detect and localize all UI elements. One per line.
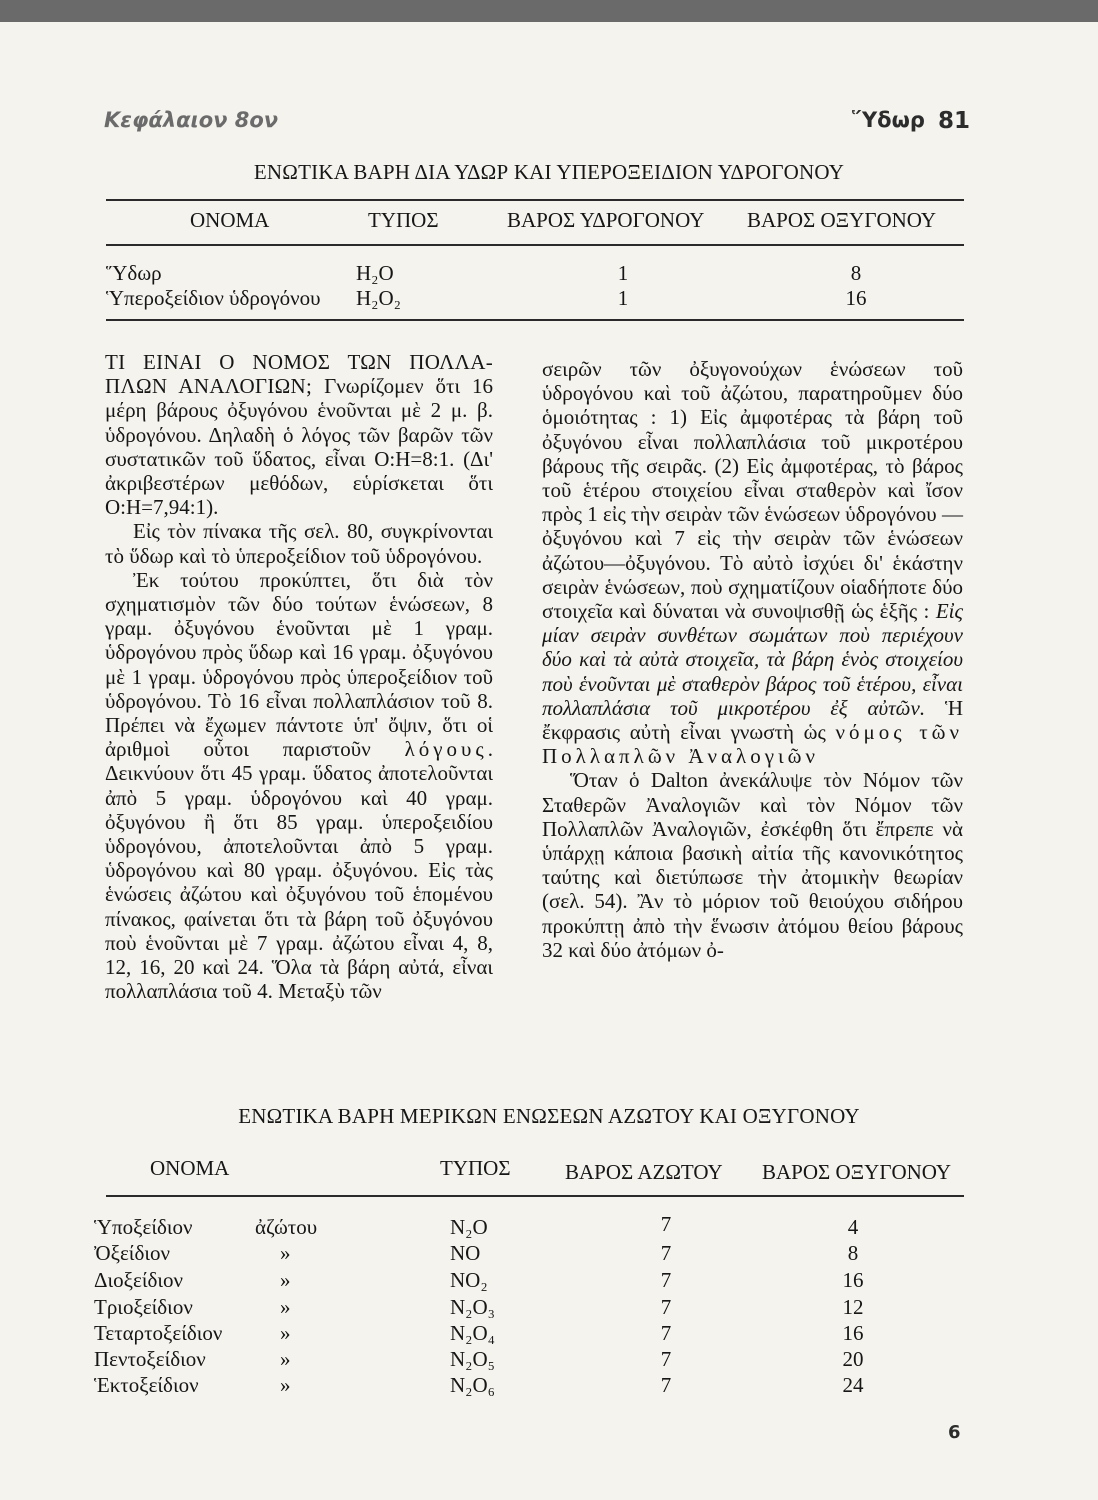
row-name: Τεταρτοξείδιον	[94, 1321, 223, 1345]
row-name: Ὑποξείδιον	[94, 1215, 193, 1239]
paragraph-text: Ἐκ τούτου προκύπτει, ὅτι διὰ τὸν σχηματισμὸν τῶν δύο τούτων ἑνώσεων, 8 γραμ. ὀξυγόνου ἑνοῦνται μὲ 1 γραμ. ὑδρογόνου πρὸς ὕδωρ καὶ 16 γραμ. ὀξυγόνου μὲ 1 γραμ. ὑδρογόνου πρὸς ὑπεροξείδιον τοῦ ὑδρογόνου. Τὸ 16 εἶναι πολλαπλάσιον τοῦ 8. Πρέπει νὰ ἔχωμεν πάντοτε ὑπ' ὄψιν, ὅτι οἱ ἀριθμοὶ οὗτοι παριστοῦν	[105, 567, 493, 762]
row-nitrogen: 7	[660, 1373, 672, 1397]
row-hydrogen: 1	[617, 286, 629, 310]
law-statement: Εἰς μίαν σειρὰν συνθέτων σωμάτων ποὺ περιέχουν δύο καὶ τὰ αὐτὰ στοιχεῖα, τὰ βάρη ἑνὸς στοιχείου ποὺ ἑνοῦνται μὲ σταθερὸν βάρος τοῦ ἑτέρου, εἶναι πολλαπλάσια τοῦ μικροτέρου ἐξ αὐτῶν.	[542, 599, 963, 720]
table1-bottom-rule	[106, 319, 964, 321]
row-formula: NO₂	[450, 1268, 488, 1292]
body-right-column	[542, 357, 963, 962]
row-name: Τριοξείδιον	[94, 1295, 193, 1319]
row-oxygen: 16	[842, 1321, 864, 1345]
row-modifier: »	[280, 1241, 291, 1265]
row-nitrogen: 7	[660, 1321, 672, 1345]
row-nitrogen: 7	[660, 1268, 672, 1292]
row-modifier: »	[280, 1347, 291, 1371]
row-formula: N₂O₃	[450, 1295, 495, 1319]
table1-header-rule	[106, 244, 964, 246]
row-formula: N₂O₆	[450, 1373, 495, 1397]
table1-title: ΕΝΩΤΙΚΑ ΒΑΡΗ ΔΙΑ ΥΔΩΡ ΚΑΙ ΥΠΕΡΟΞΕΙΔΙΟΝ ΥΔΡΟΓΟΝΟΥ	[253, 160, 845, 184]
row-modifier: ἀζώτου	[255, 1215, 318, 1239]
row-name: Διοξείδιον	[94, 1268, 184, 1292]
row-formula: N₂O₄	[450, 1321, 495, 1345]
table1-header-formula: ΤΥΠΟΣ	[368, 208, 439, 232]
row-nitrogen: 7	[660, 1241, 672, 1265]
row-modifier: »	[280, 1321, 291, 1345]
row-nitrogen: 7	[660, 1295, 672, 1319]
row-name: Ὑπεροξείδιον ὑδρογόνου	[106, 286, 321, 310]
body-paragraph	[105, 350, 493, 519]
page-number: 81	[938, 108, 971, 134]
row-nitrogen: 7	[660, 1347, 672, 1371]
body-paragraph	[105, 568, 493, 1004]
table1-header-name: ΟΝΟΜΑ	[190, 208, 270, 232]
row-modifier: »	[280, 1295, 291, 1319]
row-name: Ὕδωρ	[106, 261, 162, 285]
body-paragraph	[542, 357, 963, 768]
table1-header-hydrogen: ΒΑΡΟΣ ΥΔΡΟΓΟΝΟΥ	[507, 208, 705, 232]
row-oxygen: 8	[850, 261, 862, 285]
row-hydrogen: 1	[617, 261, 629, 285]
table2-header-oxygen: ΒΑΡΟΣ ΟΞΥΓΟΝΟΥ	[762, 1160, 952, 1184]
paragraph-text: σειρῶν τῶν ὀξυγονούχων ἑνώσεων τοῦ ὑδρογόνου καὶ τοῦ ἀζώτου, παρατηροῦμεν δύο ὁμοιότητας : 1) Εἰς ἀμφοτέρας τὰ βάρη τοῦ ὀξυγόνου εἶναι πολλαπλάσια τοῦ μικροτέρου βάρους τῆς σειρᾶς. (2) Εἰς ἀμφοτέρας, τὸ βάρος τοῦ ἑτέρου στοιχείου εἶναι σταθερὸν καὶ ἴσον πρὸς 1 εἰς τὴν σειρὰν τῶν ἑνώσεων ὑδρογόνου —ὀξυγόνου καὶ 7 εἰς τὴν σειρὰν τῶν ἑνώσεων ἀζώτου—ὀξυγόνου. Τὸ αὐτὸ ἰσχύει δι' ἑκάστην σειρὰν ἑνώσεων, ποὺ σχηματίζουν οἱαδήποτε δύο στοιχεῖα καὶ δύναται νὰ συνοψισθῇ ὡς ἑξῆς :	[542, 357, 963, 624]
table2-title: ΕΝΩΤΙΚΑ ΒΑΡΗ ΜΕΡΙΚΩΝ ΕΝΩΣΕΩΝ ΑΖΩΤΟΥ ΚΑΙ ΟΞΥΓΟΝΟΥ	[238, 1104, 860, 1128]
row-formula: H₂O₂	[356, 286, 401, 310]
signature-mark: 6	[948, 1422, 961, 1443]
row-modifier: »	[280, 1268, 291, 1292]
body-paragraph: Εἰς τὸν πίνακα τῆς σελ. 80, συγκρίνονται τὸ ὕδωρ καὶ τὸ ὑπεροξείδιον τοῦ ὑδρογόνου.	[105, 519, 493, 568]
table2-header-formula: ΤΥΠΟΣ	[440, 1156, 511, 1180]
row-oxygen: 8	[847, 1241, 859, 1265]
table2-header-rule	[106, 1195, 964, 1197]
scan-top-border	[0, 0, 1098, 22]
paragraph-text: Γνωρίζομεν ὅτι 16 μέρη βάρους ὀξυγόνου ἑνοῦνται μὲ 2 μ. β. ὑδρογόνου. Δηλαδὴ ὁ λόγος τῶν βαρῶν τῶν συστατικῶν τοῦ ὕδατος, εἶναι O:H=8:1. (Δι' ἀκριβεστέρων μεθόδων, εὑρίσκεται ὅτι O:H=7,94:1).	[105, 374, 494, 520]
row-formula: N₂O₅	[450, 1347, 495, 1371]
row-oxygen: 4	[847, 1215, 859, 1239]
row-formula: H₂O	[356, 261, 394, 285]
chapter-header: Κεφάλαιον 8ον	[104, 108, 279, 132]
section-heading: ΤΙ ΕΙΝΑΙ Ο ΝΟΜΟΣ ΤΩΝ ΠΟΛΛΑ-ΠΛΩΝ ΑΝΑΛΟΓΙΩΝ;	[105, 350, 493, 399]
row-modifier: »	[280, 1373, 291, 1397]
paragraph-text: . Δεικνύουν ὅτι 45 γραμ. ὕδατος ἀποτελοῦνται ἀπὸ 5 γραμ. ὑδρογόνου καὶ 40 γραμ. ὀξυγόνου ἢ ὅτι 85 γραμ. ὑπεροξειδίου ὑδρογόνου, ἀποτελοῦνται ἀπὸ 5 γραμ. ὑδρογόνου καὶ 80 γραμ. ὀξυγόνου. Εἰς τὰς ἑνώσεις ἀζώτου καὶ ὀξυγόνου τοῦ ἑπομένου πίνακος, φαίνεται ὅτι τὰ βάρη τοῦ ὀξυγόνου ποὺ ἑνοῦνται μὲ 7 γραμ. ἀζώτου εἶναι 4, 8, 12, 16, 20 καὶ 24. Ὅλα τὰ βάρη αὐτά, εἶναι πολλαπλάσια τοῦ 4. Μεταξὺ τῶν	[105, 737, 493, 1004]
row-oxygen: 12	[842, 1295, 864, 1319]
table1-top-rule	[106, 199, 964, 201]
spaced-term: νόμος τῶν Πολλαπλῶν Ἀναλογιῶν	[542, 720, 963, 769]
body-paragraph: Ὅταν ὁ Dalton ἀνεκάλυψε τὸν Νόμον τῶν Σταθερῶν Ἀναλογιῶν καὶ τὸν Νόμον τῶν Πολλαπλῶν Ἀναλογιῶν, ἐσκέφθη ὅτι ἔπρεπε νὰ ὑπάρχῃ κάποια βασικὴ αἰτία τῆς κανονικότητος ταύτης καὶ διετύπωσε τὴν ἀτομικὴν θεωρίαν (σελ. 54). Ἂν τὸ μόριον τοῦ θειούχου σιδήρου προκύπτῃ ἀπὸ τὴν ἕνωσιν ἀτόμου θείου βάρους 32 καὶ δύο ἀτόμων ὀ-	[542, 768, 963, 962]
row-oxygen: 20	[842, 1347, 864, 1371]
body-left-column	[105, 350, 493, 1003]
row-oxygen: 24	[842, 1373, 864, 1397]
row-oxygen: 16	[842, 1268, 864, 1292]
paragraph-text: Ἡ ἔκφρασις αὐτὴ εἶναι γνωστὴ ὡς	[542, 695, 964, 745]
row-oxygen: 16	[845, 286, 867, 310]
row-name: Ἑκτοξείδιον	[94, 1373, 199, 1397]
table2-header-nitrogen: ΒΑΡΟΣ ΑΖΩΤΟΥ	[565, 1160, 723, 1184]
row-formula: N₂O	[450, 1215, 488, 1239]
row-name: Πεντοξείδιον	[94, 1347, 206, 1371]
section-header: Ὕδωρ	[852, 108, 925, 132]
spaced-term: λόγους	[404, 737, 488, 762]
row-nitrogen: 7	[660, 1212, 672, 1236]
row-name: Ὀξείδιον	[94, 1241, 170, 1265]
row-formula: NO	[450, 1241, 481, 1265]
table1-header-oxygen: ΒΑΡΟΣ ΟΞΥΓΟΝΟΥ	[747, 208, 937, 232]
table2-header-name: ΟΝΟΜΑ	[150, 1156, 230, 1180]
